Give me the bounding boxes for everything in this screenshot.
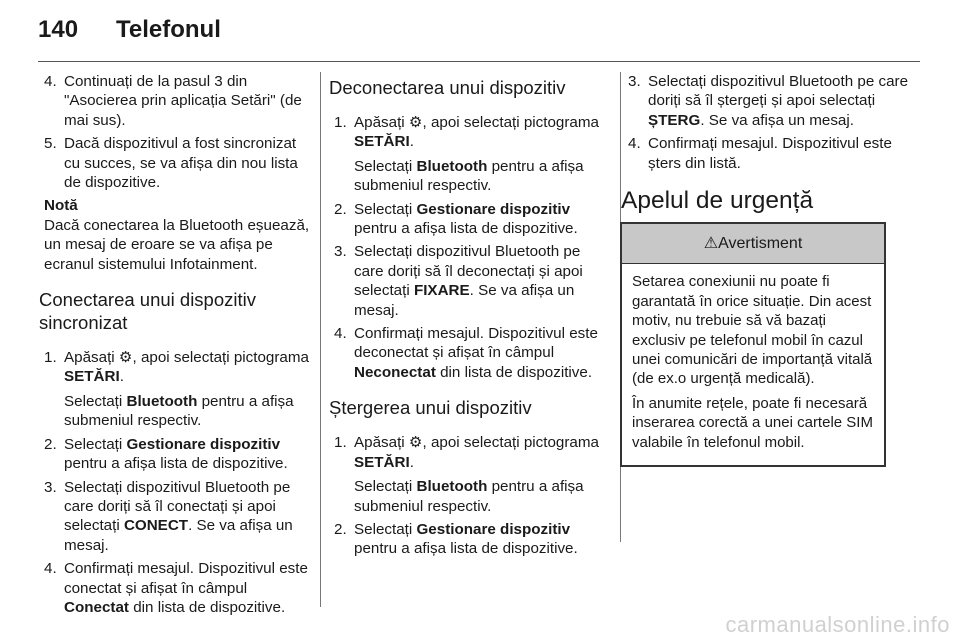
connect-steps (44, 348, 312, 617)
list-item (334, 113, 606, 196)
section-heading-connect: Conectarea unui dispozitiv sincronizat (39, 289, 256, 334)
step-text: Confirmați mesajul. Dispozitivul este conectat și afișat în câmpul (64, 560, 308, 597)
page-header (0, 0, 960, 60)
step-text: Selectați dispozitivul Bluetooth pe care doriți să îl deconectați și apoi selectați (354, 243, 583, 300)
list-item (44, 435, 312, 474)
section-heading-emergency: Apelul de urgență (621, 187, 814, 215)
note-text: Dacă conectarea la Bluetooth eșuează, un mesaj de eroare se va afișa pe ecranul sistemului Infotainment. (44, 216, 310, 273)
step-text: pentru a afișa lista de dispozitive. (354, 220, 578, 238)
step-text: din lista de dispozitive. (435, 363, 593, 381)
step-text: , apoi selectați pictograma (422, 114, 599, 131)
ui-term: SETĂRI (64, 368, 120, 386)
step-text: , apoi selectați pictograma (422, 434, 599, 452)
section-heading-delete: Ștergerea unui dispozitiv (329, 397, 532, 419)
step-text: Selectați (354, 200, 417, 218)
warning-box (620, 222, 886, 467)
step-text: Apăsați (354, 434, 409, 452)
step-text: . Se va afișa un mesaj. (700, 111, 854, 129)
step-text: Selectați dispozitivul Bluetooth pe care doriți să îl conectați și apoi selectați (64, 478, 291, 535)
pairing-steps-continued (44, 72, 312, 192)
step-text: Dacă dispozitivul a fost sincronizat cu succes, se va afișa din nou lista de dispozitive. (64, 135, 298, 192)
step-number: 2. (334, 520, 347, 538)
column-divider-1 (320, 72, 321, 607)
ui-term: SETĂRI (354, 133, 410, 151)
ui-term: ȘTERG (648, 111, 701, 129)
column-3 (621, 72, 910, 467)
step-text: din lista de dispozitive. (128, 598, 286, 616)
ui-term: Gestionare dispozitiv (416, 200, 571, 218)
list-item (44, 559, 312, 617)
step-number: 2. (334, 200, 347, 218)
step-text: . (409, 453, 414, 471)
step-text: Selectați (64, 392, 127, 410)
step-text: Selectați (64, 435, 127, 453)
list-item (628, 134, 910, 173)
step-number: 5. (44, 135, 57, 153)
step-number: 3. (628, 73, 641, 90)
ui-term: Gestionare dispozitiv (416, 520, 571, 538)
page-number: 140 (38, 16, 79, 43)
list-item (44, 72, 312, 130)
settings-icon: ⚙ (408, 114, 423, 131)
warning-body (622, 264, 884, 465)
ui-term: Bluetooth (416, 157, 488, 175)
list-item (44, 478, 312, 556)
step-text: pentru a afișa lista de dispozitive. (64, 455, 288, 473)
settings-icon: ⚙ (118, 349, 133, 367)
step-text: Selectați (354, 520, 417, 538)
step-text: Apăsați (64, 349, 119, 367)
step-text: Selectați dispozitivul Bluetooth pe care doriți să îl ștergeți și apoi selectați (648, 73, 909, 110)
note-title: Notă (44, 197, 78, 215)
warning-paragraph: Setarea conexiunii nu poate fi garantată în orice situație. Din acest motiv, nu trebuie să vă bazați exclusiv pe telefonul mobil în cazul unei comunicări de importanță vitală (de ex.o urgență medicală). (632, 273, 873, 388)
watermark-text: carmanualsonline.info (725, 612, 950, 637)
settings-icon: ⚙ (408, 434, 423, 452)
column-1 (39, 72, 312, 621)
ui-term: Bluetooth (126, 392, 198, 410)
step-text: Confirmați mesajul. Dispozitivul este deconectat și afișat în câmpul (354, 325, 598, 362)
step-text: pentru a afișa submeniul respectiv. (64, 392, 294, 430)
step-text: . (409, 133, 414, 151)
step-number: 1. (334, 434, 347, 452)
step-text: pentru a afișa submeniul respectiv. (354, 478, 584, 515)
step-text: . Se va afișa un mesaj. (354, 282, 575, 319)
delete-steps (334, 433, 606, 558)
step-number: 3. (334, 243, 347, 261)
disconnect-steps (334, 113, 606, 382)
step-number: 4. (628, 135, 641, 153)
list-item (628, 72, 910, 130)
ui-term: Conectat (64, 598, 129, 616)
list-item (334, 520, 606, 559)
header-rule (38, 61, 920, 62)
step-text: Continuați de la pasul 3 din "Asocierea prin aplicația Setări" (de mai sus). (64, 73, 302, 129)
step-number: 2. (44, 435, 57, 453)
step-number: 3. (44, 478, 57, 496)
warning-paragraph: În anumite rețele, poate fi necesară inserarea corectă a unei cartele SIM valabile în telefonul mobil. (632, 394, 873, 451)
step-text: pentru a afișa lista de dispozitive. (354, 540, 578, 558)
warning-title: Avertisment (718, 235, 803, 253)
list-item (44, 348, 312, 431)
step-text: Selectați (354, 157, 417, 175)
list-item (334, 433, 606, 516)
warning-triangle-icon: ⚠ (703, 235, 719, 253)
ui-term: CONECT (123, 517, 189, 535)
step-subtext (64, 392, 312, 431)
ui-term: Bluetooth (416, 478, 488, 496)
step-number: 1. (334, 114, 347, 131)
ui-term: Neconectat (354, 363, 436, 381)
list-item (334, 200, 606, 239)
step-text: . (119, 368, 124, 386)
step-text: pentru a afișa submeniul respectiv. (354, 157, 584, 195)
ui-term: Gestionare dispozitiv (126, 435, 281, 453)
page-title: Telefonul (116, 16, 221, 43)
list-item (334, 242, 606, 320)
step-text: Apăsați (354, 114, 409, 131)
step-number: 4. (334, 325, 347, 343)
step-text: Confirmați mesajul. Dispozitivul este șters din listă. (648, 135, 892, 172)
delete-steps-continued (628, 72, 910, 173)
ui-term: SETĂRI (354, 453, 410, 471)
list-item (44, 134, 312, 192)
step-subtext (354, 477, 606, 516)
step-text: Selectați (354, 478, 417, 496)
section-heading-disconnect: Deconectarea unui dispozitiv (329, 77, 566, 98)
step-number: 1. (44, 349, 57, 367)
step-number: 4. (44, 73, 57, 90)
ui-term: FIXARE (413, 282, 470, 300)
step-number: 4. (44, 560, 57, 578)
list-item (334, 324, 606, 382)
step-text: , apoi selectați pictograma (132, 349, 309, 367)
step-text: . Se va afișa un mesaj. (64, 517, 293, 554)
column-2 (329, 72, 606, 563)
warning-header (622, 224, 884, 264)
step-subtext (354, 157, 606, 196)
